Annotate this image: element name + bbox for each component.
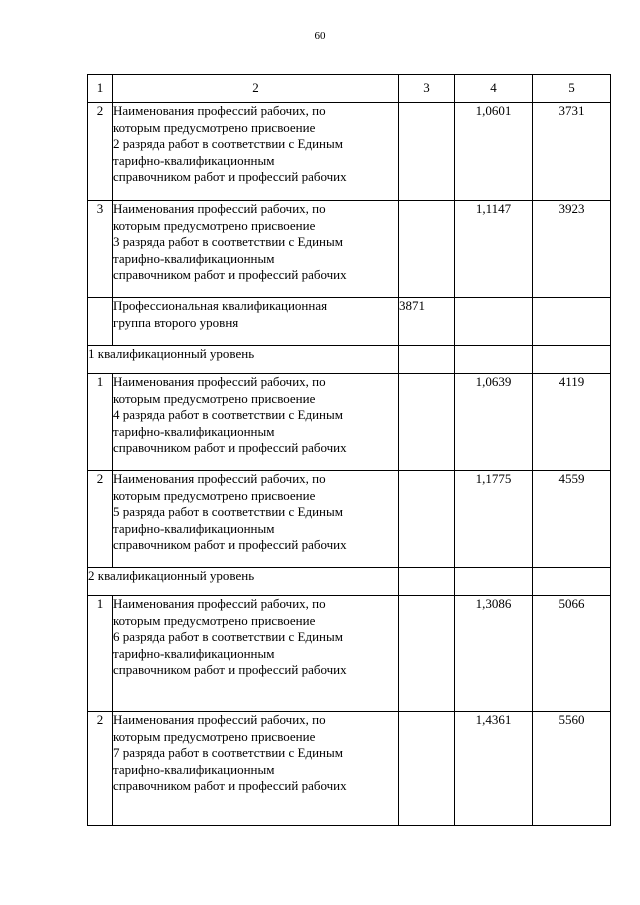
description-line: Наименования профессий рабочих, по bbox=[113, 596, 326, 611]
salary-base-cell bbox=[399, 712, 455, 826]
salary-cell: 3731 bbox=[533, 103, 611, 201]
description-line: которым предусмотрено присвоение bbox=[113, 612, 316, 628]
description-line: 4 разряда работ в соответствии с Единым bbox=[113, 407, 343, 422]
description-line: Наименования профессий рабочих, по bbox=[113, 201, 326, 216]
profession-description bbox=[113, 374, 399, 471]
description-line: которым предусмотрено присвоение bbox=[113, 728, 316, 744]
description-line: Наименования профессий рабочих, по bbox=[113, 471, 326, 486]
description-line: справочником работ и профессий рабочих bbox=[113, 267, 347, 282]
page-number: 60 bbox=[314, 30, 326, 42]
level-row bbox=[88, 568, 611, 596]
row-number: 1 bbox=[88, 374, 113, 471]
table-row bbox=[88, 712, 611, 826]
row-number: 3 bbox=[88, 201, 113, 298]
salary-cell: 4119 bbox=[533, 374, 611, 471]
empty-cell bbox=[533, 568, 611, 596]
header-col-3: 3 bbox=[399, 75, 455, 103]
description-line: справочником работ и профессий рабочих bbox=[113, 440, 347, 455]
salary-base-cell bbox=[399, 596, 455, 712]
description-line: тарифно-квалификационным bbox=[113, 152, 275, 168]
description-line: Наименования профессий рабочих, по bbox=[113, 103, 326, 118]
table-row bbox=[88, 103, 611, 201]
description-line: 3 разряда работ в соответствии с Единым bbox=[113, 234, 343, 249]
description-line: справочником работ и профессий рабочих bbox=[113, 662, 347, 677]
description-line: справочником работ и профессий рабочих bbox=[113, 169, 347, 184]
profession-description bbox=[113, 471, 399, 568]
description-line: Наименования профессий рабочих, по bbox=[113, 374, 326, 389]
salary-cell: 4559 bbox=[533, 471, 611, 568]
qualification-level-label: 2 квалификационный уровень bbox=[88, 568, 399, 596]
coefficient-cell: 1,4361 bbox=[455, 712, 533, 826]
empty-cell bbox=[455, 568, 533, 596]
description-line: тарифно-квалификационным bbox=[113, 250, 275, 266]
description-line: которым предусмотрено присвоение bbox=[113, 119, 316, 135]
description-line: тарифно-квалификационным bbox=[113, 645, 275, 661]
salary-cell: 5560 bbox=[533, 712, 611, 826]
profession-description bbox=[113, 201, 399, 298]
description-line: которым предусмотрено присвоение bbox=[113, 390, 316, 406]
description-line: группа второго уровня bbox=[113, 314, 239, 330]
description-line: 6 разряда работ в соответствии с Единым bbox=[113, 629, 343, 644]
table-row bbox=[88, 201, 611, 298]
salary-base-cell bbox=[399, 201, 455, 298]
salary-base-cell bbox=[399, 374, 455, 471]
table-row bbox=[88, 471, 611, 568]
level-row bbox=[88, 346, 611, 374]
empty-cell bbox=[455, 346, 533, 374]
row-number: 2 bbox=[88, 471, 113, 568]
description-line: 2 разряда работ в соответствии с Единым bbox=[113, 136, 343, 151]
description-line: тарифно-квалификационным bbox=[113, 423, 275, 439]
description-line: тарифно-квалификационным bbox=[113, 761, 275, 777]
coefficient-cell bbox=[455, 298, 533, 346]
row-number bbox=[88, 298, 113, 346]
row-number: 1 bbox=[88, 596, 113, 712]
row-number: 2 bbox=[88, 103, 113, 201]
coefficient-cell: 1,1147 bbox=[455, 201, 533, 298]
description-line: 5 разряда работ в соответствии с Единым bbox=[113, 504, 343, 519]
qualification-table bbox=[87, 74, 611, 826]
description-line: которым предусмотрено присвоение bbox=[113, 217, 316, 233]
profession-description bbox=[113, 596, 399, 712]
salary-base-cell bbox=[399, 471, 455, 568]
profession-description bbox=[113, 103, 399, 201]
header-col-4: 4 bbox=[455, 75, 533, 103]
empty-cell bbox=[399, 568, 455, 596]
description-line: справочником работ и профессий рабочих bbox=[113, 537, 347, 552]
empty-cell bbox=[533, 346, 611, 374]
coefficient-cell: 1,0639 bbox=[455, 374, 533, 471]
qualification-level-label: 1 квалификационный уровень bbox=[88, 346, 399, 374]
salary-base-cell bbox=[399, 103, 455, 201]
salary-cell: 5066 bbox=[533, 596, 611, 712]
description-line: Профессиональная квалификационная bbox=[113, 298, 328, 313]
table-row bbox=[88, 374, 611, 471]
table-row bbox=[88, 596, 611, 712]
profession-description bbox=[113, 712, 399, 826]
description-line: 7 разряда работ в соответствии с Единым bbox=[113, 745, 343, 760]
salary-cell: 3923 bbox=[533, 201, 611, 298]
salary-cell bbox=[533, 298, 611, 346]
table-row bbox=[88, 298, 611, 346]
description-line: Наименования профессий рабочих, по bbox=[113, 712, 326, 727]
coefficient-cell: 1,0601 bbox=[455, 103, 533, 201]
coefficient-cell: 1,3086 bbox=[455, 596, 533, 712]
description-line: которым предусмотрено присвоение bbox=[113, 487, 316, 503]
header-row bbox=[88, 75, 611, 103]
salary-base-cell: 3871 bbox=[399, 298, 455, 346]
empty-cell bbox=[399, 346, 455, 374]
description-line: тарифно-квалификационным bbox=[113, 520, 275, 536]
profession-description bbox=[113, 298, 399, 346]
coefficient-cell: 1,1775 bbox=[455, 471, 533, 568]
header-col-1: 1 bbox=[88, 75, 113, 103]
header-col-2: 2 bbox=[113, 75, 399, 103]
row-number: 2 bbox=[88, 712, 113, 826]
header-col-5: 5 bbox=[533, 75, 611, 103]
description-line: справочником работ и профессий рабочих bbox=[113, 778, 347, 793]
